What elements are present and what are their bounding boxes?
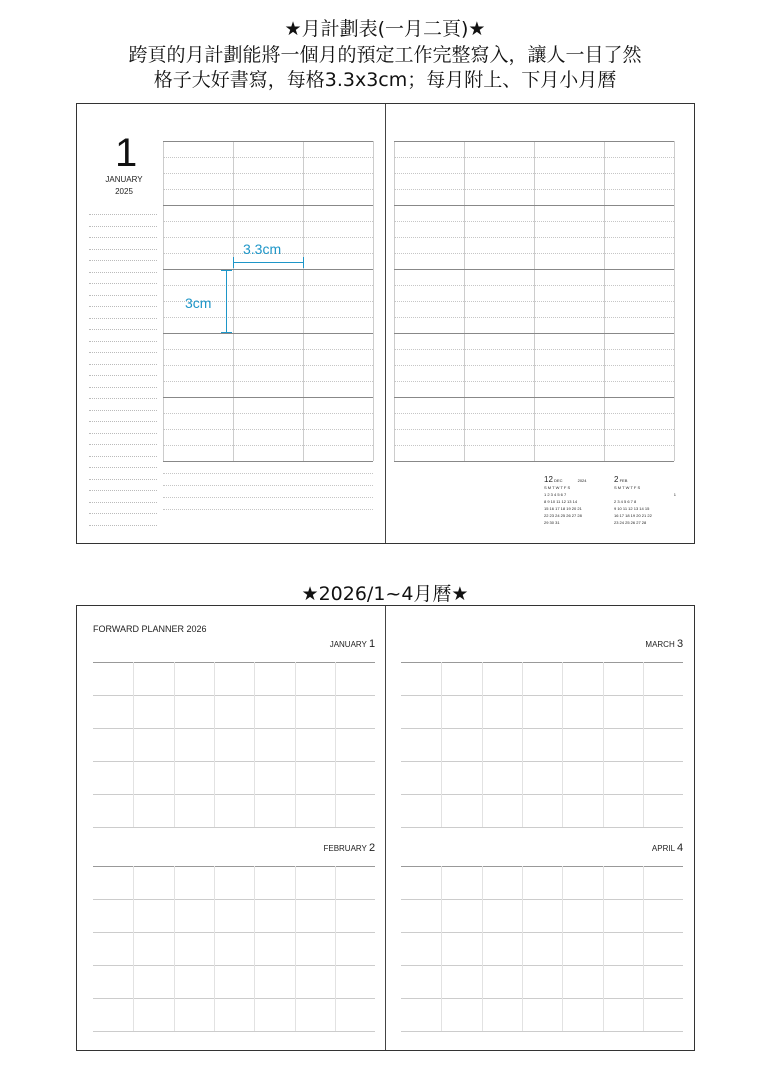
- month-grid-row: [401, 728, 683, 729]
- month-grid-top: [93, 662, 375, 663]
- month-label: FEBRUARY: [323, 844, 369, 853]
- month-grid-row: [93, 728, 375, 729]
- mini-calendar-next: 2 FEB S M T W T F S 1 2 3 4 5 6 7 8 9 10 11 12 13 14 15 16 17 18 19 20 21 22 23 24 25 26 27 28: [614, 475, 676, 525]
- grid-dotted-line: [163, 381, 373, 382]
- grid-hline: [394, 205, 674, 206]
- month-grid-row: [401, 998, 683, 999]
- grid-dotted-line: [163, 237, 373, 238]
- notes-line: [89, 237, 157, 238]
- month-grid-row: [401, 899, 683, 900]
- grid-dotted-line: [163, 429, 373, 430]
- dimension-height-tick-top: [221, 270, 232, 271]
- month-grid-row: [93, 965, 375, 966]
- month-grid-col: [174, 662, 175, 827]
- notes-line: [89, 467, 157, 468]
- grid-dotted-line: [163, 445, 373, 446]
- grid-hline: [163, 461, 373, 462]
- month-grid-col: [254, 866, 255, 1031]
- grid-dotted-line: [394, 285, 674, 286]
- grid-hline: [163, 333, 373, 334]
- grid-dotted-line: [163, 317, 373, 318]
- month-grid-bottom: [93, 827, 375, 828]
- heading-line-1: ★月計劃表(一月二頁)★: [284, 18, 486, 40]
- month-grid-bottom: [401, 827, 683, 828]
- grid-hline: [163, 141, 373, 142]
- grid-dotted-line: [163, 485, 373, 486]
- month-grid-col: [603, 662, 604, 827]
- month-grid-col: [335, 866, 336, 1031]
- month-label: MARCH: [645, 640, 677, 649]
- month-grid-row: [401, 965, 683, 966]
- month-grid-row: [401, 794, 683, 795]
- calendar-spine: [385, 606, 386, 1050]
- month-label: JANUARY: [329, 640, 369, 649]
- dimension-height-line: [226, 270, 227, 332]
- month-grid-col: [295, 866, 296, 1031]
- month-grid-col: [133, 662, 134, 827]
- month-name: [401, 638, 683, 650]
- grid-hline: [163, 205, 373, 206]
- month-grid-row: [401, 761, 683, 762]
- notes-line: [89, 249, 157, 250]
- month-grid-top: [93, 866, 375, 867]
- dimension-width-line: [233, 262, 303, 263]
- dimension-width-tick-right: [303, 257, 304, 268]
- notes-line: [89, 283, 157, 284]
- notes-line: [89, 329, 157, 330]
- grid-dotted-line: [394, 445, 674, 446]
- month-grid-col: [482, 866, 483, 1031]
- dimension-width-tick-left: [233, 257, 234, 268]
- notes-line: [89, 260, 157, 261]
- month-grid-top: [401, 866, 683, 867]
- month-grid-col: [214, 662, 215, 827]
- grid-dotted-line: [394, 157, 674, 158]
- notes-line: [89, 341, 157, 342]
- month-grid-col: [643, 662, 644, 827]
- month-grid-row: [401, 695, 683, 696]
- grid-dotted-line: [394, 413, 674, 414]
- grid-dotted-line: [394, 189, 674, 190]
- dimension-height-tick-bottom: [221, 332, 232, 333]
- notes-line: [89, 318, 157, 319]
- month-grid-col: [603, 866, 604, 1031]
- month-grid-row: [93, 998, 375, 999]
- notes-line: [89, 525, 157, 526]
- planner-spine: [385, 104, 386, 543]
- heading-line-3: 格子大好書寫，每格3.3x3cm；每月附上、下月小月曆: [153, 69, 617, 91]
- month-grid-col: [522, 866, 523, 1031]
- heading-line-2: 跨頁的月計劃能將一個月的預定工作完整寫入，讓人一目了然: [128, 44, 642, 66]
- grid-dotted-line: [394, 349, 674, 350]
- month-grid-col: [214, 866, 215, 1031]
- calendar-2026-spread: [76, 605, 695, 1051]
- grid-dotted-line: [163, 497, 373, 498]
- notes-line: [89, 352, 157, 353]
- notes-line: [89, 214, 157, 215]
- grid-hline: [394, 397, 674, 398]
- month-grid-col: [562, 662, 563, 827]
- month-grid-row: [93, 794, 375, 795]
- planner-month-name: JANUARY 2025: [105, 175, 143, 196]
- grid-hline: [394, 461, 674, 462]
- month-name: [401, 842, 683, 854]
- grid-dotted-line: [394, 317, 674, 318]
- grid-dotted-line: [394, 301, 674, 302]
- notes-line: [89, 479, 157, 480]
- grid-hline: [394, 333, 674, 334]
- month-grid-row: [401, 932, 683, 933]
- grid-dotted-line: [394, 253, 674, 254]
- notes-line: [89, 410, 157, 411]
- month-grid-col: [295, 662, 296, 827]
- month-name: [93, 638, 375, 650]
- grid-dotted-line: [163, 173, 373, 174]
- grid-dotted-line: [163, 189, 373, 190]
- notes-line: [89, 364, 157, 365]
- grid-dotted-line: [394, 173, 674, 174]
- notes-line: [89, 490, 157, 491]
- notes-line: [89, 502, 157, 503]
- month-number: 2: [368, 842, 376, 854]
- month-grid-col: [441, 866, 442, 1031]
- notes-line: [89, 226, 157, 227]
- dimension-height-label: 3cm: [185, 295, 212, 311]
- month-grid-col: [133, 866, 134, 1031]
- grid-dotted-line: [394, 221, 674, 222]
- mini-calendar-prev: 12 DEC 2024 S M T W T F S 1 2 3 4 5 6 7 8 9 10 11 12 13 14 15 16 17 18 19 20 21 22 23 24 25 26 27 28 29 30 31: [544, 475, 587, 525]
- notes-line: [89, 456, 157, 457]
- notes-line: [89, 387, 157, 388]
- month-grid-row: [93, 761, 375, 762]
- grid-hline: [163, 269, 373, 270]
- planner-spread: [76, 103, 695, 544]
- notes-line: [89, 295, 157, 296]
- month-label: APRIL: [651, 844, 677, 853]
- grid-vline: [373, 141, 374, 461]
- month-grid-row: [93, 899, 375, 900]
- notes-line: [89, 421, 157, 422]
- grid-dotted-line: [394, 365, 674, 366]
- grid-hline: [163, 397, 373, 398]
- month-grid-row: [93, 932, 375, 933]
- notes-line: [89, 398, 157, 399]
- grid-dotted-line: [163, 413, 373, 414]
- grid-dotted-line: [163, 473, 373, 474]
- month-grid-top: [401, 662, 683, 663]
- grid-dotted-line: [163, 349, 373, 350]
- month-grid-col: [441, 662, 442, 827]
- grid-dotted-line: [163, 285, 373, 286]
- grid-hline: [394, 141, 674, 142]
- planner-month-number: 1: [115, 131, 138, 175]
- month-grid-bottom: [401, 1031, 683, 1032]
- notes-line: [89, 272, 157, 273]
- month-grid-col: [562, 866, 563, 1031]
- grid-dotted-line: [394, 237, 674, 238]
- month-grid-col: [254, 662, 255, 827]
- month-grid-row: [93, 695, 375, 696]
- grid-vline: [674, 141, 675, 461]
- section-title-2026: ★2026/1~4月曆★: [301, 583, 469, 605]
- month-number: 3: [676, 638, 684, 650]
- month-number: 4: [676, 842, 684, 854]
- notes-line: [89, 444, 157, 445]
- month-number: 1: [368, 638, 376, 650]
- month-grid-col: [643, 866, 644, 1031]
- month-grid-col: [335, 662, 336, 827]
- notes-line: [89, 375, 157, 376]
- forward-planner-title: FORWARD PLANNER 2026: [93, 624, 207, 634]
- grid-hline: [394, 269, 674, 270]
- grid-dotted-line: [394, 429, 674, 430]
- dimension-width-label: 3.3cm: [243, 241, 282, 257]
- grid-dotted-line: [163, 509, 373, 510]
- month-name: [93, 842, 375, 854]
- month-grid-col: [522, 662, 523, 827]
- grid-dotted-line: [163, 157, 373, 158]
- grid-dotted-line: [394, 381, 674, 382]
- grid-dotted-line: [163, 365, 373, 366]
- notes-line: [89, 306, 157, 307]
- month-grid-col: [174, 866, 175, 1031]
- month-grid-bottom: [93, 1031, 375, 1032]
- notes-line: [89, 433, 157, 434]
- month-grid-col: [482, 662, 483, 827]
- notes-line: [89, 513, 157, 514]
- grid-dotted-line: [163, 221, 373, 222]
